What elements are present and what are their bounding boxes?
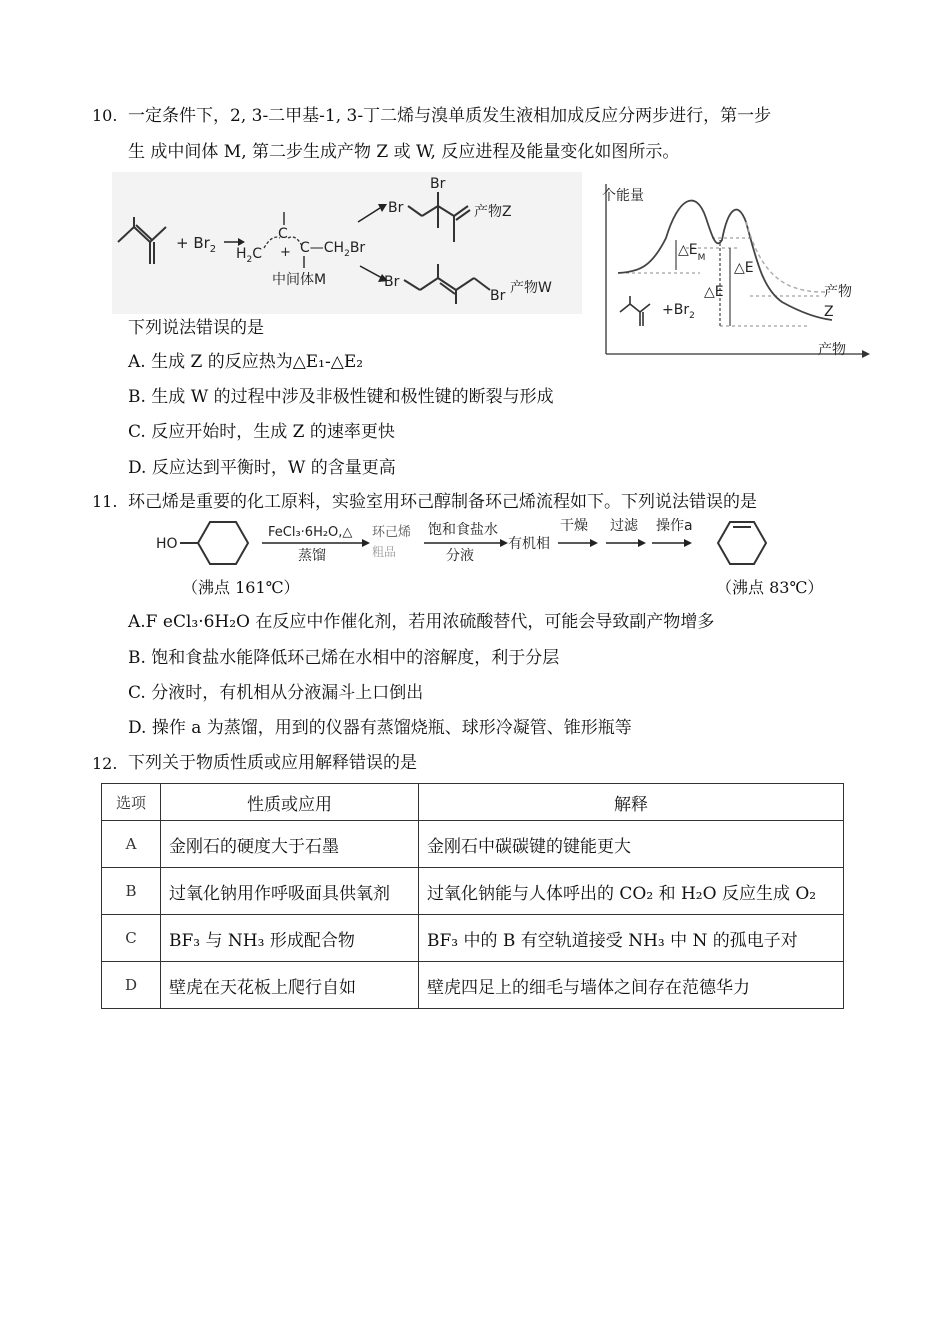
crude-product-2: 粗品 bbox=[372, 545, 397, 559]
crude-product: 环己烯 bbox=[372, 525, 412, 540]
q12-stem: 下列关于物质性质或应用解释错误的是 bbox=[128, 753, 417, 773]
step1-condition: FeCl₃·6H₂O,△ bbox=[268, 525, 353, 540]
row-explanation: 壁虎四足上的细毛与墙体之间存在范德华力 bbox=[419, 962, 844, 1009]
row-property: 壁虎在天花板上爬行自如 bbox=[161, 962, 419, 1009]
row-property: 金刚石的硬度大于石墨 bbox=[161, 821, 419, 868]
table-row[interactable] bbox=[102, 868, 844, 915]
header-explanation: 解释 bbox=[419, 784, 844, 821]
delta-e2: △E bbox=[734, 260, 754, 276]
q10-stem-line2: 生 成中间体 M, 第二步生成产物 Z 或 W, 反应进程及能量变化如图所示。 bbox=[128, 142, 680, 162]
h2c-label: $H_2C$ bbox=[236, 246, 263, 265]
delta-e1: $\triangle E_M$ bbox=[678, 242, 706, 263]
step1-distill: 蒸馏 bbox=[298, 548, 326, 564]
q10-option-a[interactable]: A. 生成 Z 的反应热为△E₁-△E₂ bbox=[128, 352, 364, 372]
x-axis-label: 产物 bbox=[818, 342, 846, 358]
row-option: D bbox=[102, 962, 161, 1009]
q11-number: 11. bbox=[92, 492, 118, 511]
table-row[interactable] bbox=[102, 962, 844, 1009]
header-option: 选项 bbox=[102, 784, 161, 821]
product-label: 产物 bbox=[824, 284, 852, 300]
step5-operation: 操作a bbox=[656, 518, 693, 534]
q11-flow-diagram bbox=[152, 512, 802, 576]
q11-option-d[interactable]: D. 操作 a 为蒸馏，用到的仪器有蒸馏烧瓶、球形冷凝管、锥形瓶等 bbox=[128, 718, 632, 738]
q10-reaction-scheme bbox=[112, 172, 582, 314]
step2-separate: 分液 bbox=[446, 548, 474, 564]
q10-option-b[interactable]: B. 生成 W 的过程中涉及非极性键和极性键的断裂与形成 bbox=[128, 387, 554, 407]
ch2br-label: $C—CH_2Br$ bbox=[300, 240, 366, 259]
header-property: 性质或应用 bbox=[161, 784, 419, 821]
y-axis-label: 个能量 bbox=[602, 188, 644, 204]
step2-brine: 饱和食盐水 bbox=[428, 522, 498, 538]
row-explanation: 过氧化钠能与人体呼出的 CO₂ 和 H₂O 反应生成 O₂ bbox=[419, 868, 844, 915]
charge-plus: + bbox=[280, 245, 291, 260]
product-w-br-right: Br bbox=[490, 288, 506, 304]
q10-option-c[interactable]: C. 反应开始时，生成 Z 的速率更快 bbox=[128, 422, 395, 442]
q10-stem-line1: 一定条件下，2, 3-二甲基-1, 3-丁二烯与溴单质发生液相加成反应分两步进行，第一步 bbox=[128, 106, 772, 126]
q10-energy-diagram bbox=[600, 178, 876, 364]
step4-filter: 过滤 bbox=[610, 518, 638, 534]
c-top: C bbox=[278, 226, 288, 242]
q11-bp-left: （沸点 161℃） bbox=[182, 578, 300, 597]
q11-option-c[interactable]: C. 分液时，有机相从分液漏斗上口倒出 bbox=[128, 683, 424, 703]
product-z-label-diagram: Z bbox=[824, 304, 834, 320]
step3-dry: 干燥 bbox=[560, 518, 588, 534]
row-explanation: 金刚石中碳碳键的键能更大 bbox=[419, 821, 844, 868]
row-explanation: BF₃ 中的 B 有空轨道接受 NH₃ 中 N 的孤电子对 bbox=[419, 915, 844, 962]
reactant-diene-small bbox=[620, 296, 650, 326]
delta-e-left: △E bbox=[704, 284, 724, 300]
product-z-br-top: Br bbox=[430, 176, 446, 192]
energy-curve bbox=[618, 201, 832, 320]
q10-question: 下列说法错误的是 bbox=[128, 318, 264, 338]
q11-option-a[interactable]: A.F eCl₃·6H₂O 在反应中作催化剂，若用浓硫酸替代，可能会导致副产物增多 bbox=[128, 612, 715, 632]
row-option: C bbox=[102, 915, 161, 962]
hydroxy-label: HO bbox=[156, 536, 178, 552]
energy-curve-w bbox=[746, 222, 830, 292]
cyclohexanol-ring bbox=[180, 522, 248, 564]
q12-number: 12. bbox=[92, 754, 118, 773]
row-property: BF₃ 与 NH₃ 形成配合物 bbox=[161, 915, 419, 962]
table-row[interactable] bbox=[102, 821, 844, 868]
table-row[interactable] bbox=[102, 915, 844, 962]
row-option: A bbox=[102, 821, 161, 868]
cyclohexene-ring bbox=[718, 522, 766, 564]
row-option: B bbox=[102, 868, 161, 915]
q11-stem: 环己烯是重要的化工原料，实验室用环己醇制备环己烯流程如下。下列说法错误的是 bbox=[128, 492, 757, 512]
q11-bp-right: （沸点 83℃） bbox=[716, 578, 824, 597]
reactant-br2: $+Br_2$ bbox=[662, 302, 695, 321]
q11-option-b[interactable]: B. 饱和食盐水能降低环己烯在水相中的溶解度，利于分层 bbox=[128, 648, 560, 668]
row-property: 过氧化钠用作呼吸面具供氧剂 bbox=[161, 868, 419, 915]
q12-table bbox=[101, 783, 844, 1009]
organic-phase: 有机相 bbox=[508, 536, 550, 552]
product-w-br-left: Br bbox=[384, 274, 400, 290]
intermediate-m-label: 中间体M bbox=[272, 272, 327, 288]
table-header-row bbox=[102, 784, 844, 821]
product-z-br-left: Br bbox=[388, 200, 404, 216]
br2-reagent: + $Br_2$ bbox=[176, 234, 217, 255]
q10-option-d[interactable]: D. 反应达到平衡时，W 的含量更高 bbox=[128, 458, 396, 478]
product-w-label: 产物W bbox=[510, 280, 552, 296]
product-z-label: 产物Z bbox=[474, 204, 512, 220]
q10-number: 10. bbox=[92, 106, 118, 125]
